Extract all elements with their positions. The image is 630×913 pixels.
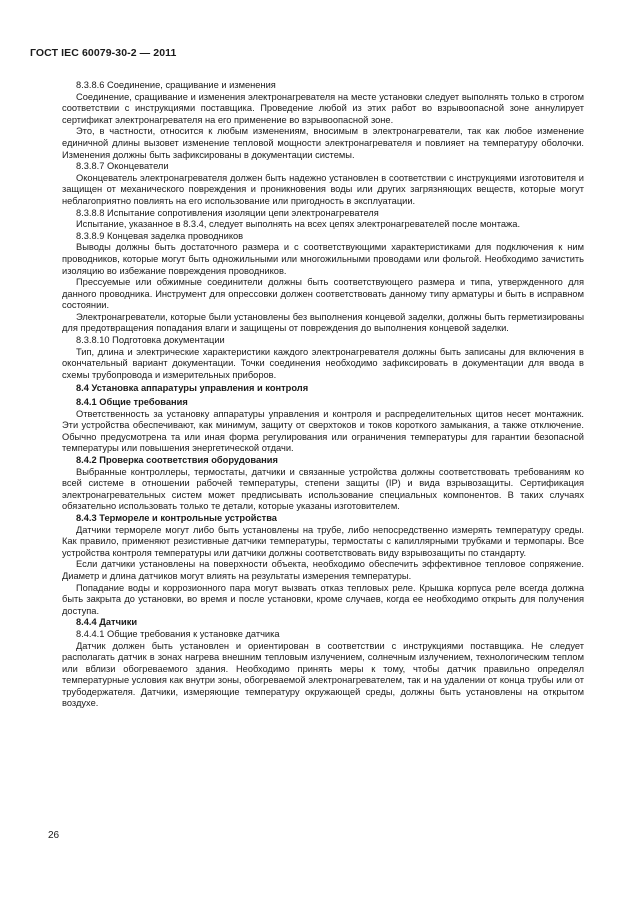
paragraph: Оконцеватель электронагревателя должен быть надежно установлен в соответствии с инструкциями изготовителя и защищен от механического повреждения и проникновения воды или других загрязняющих веществ, которые могут неблагоприятно повлиять на его использование или пригодность в эксплуатации. [62, 172, 584, 206]
paragraph: Если датчики установлены на поверхности объекта, необходимо обеспечить эффективное тепловое сопряжение. Диаметр и длина датчиков могут влиять на результаты измерения температуры. [62, 559, 584, 581]
subsection-heading: 8.3.8.10 Подготовка документации [76, 335, 225, 346]
subsection-heading: 8.4.4.1 Общие требования к установке датчика [76, 628, 280, 639]
paragraph: Датчики термореле могут либо быть установлены на трубе, либо непосредственно измерять температуру среды. Как правило, применяют резистивные датчики температуры, термостаты с капиллярными трубками и термопары. Все устройства контроля температуры или датчики должны соответствовать виду взрывозащиты по стандарту. [62, 524, 584, 558]
paragraph: Тип, длина и электрические характеристики каждого электронагревателя должны быть записаны для включения в окончательный вариант документации. Точки соединения необходимо зафиксировать в документации для ввода в схемы трубопровода и измерительных приборов. [62, 346, 584, 380]
section-heading: 8.4 Установка аппаратуры управления и контроля [76, 383, 309, 394]
paragraph: Попадание воды и коррозионного пара могут вызвать отказ тепловых реле. Крышка корпуса реле всегда должна быть закрыта до установки, во время и после установки, кроме случаев, когда ее необходимо открыть для получения доступа. [62, 582, 584, 616]
subsection-heading: 8.3.8.7 Оконцеватели [76, 161, 169, 172]
section-heading: 8.4.3 Термореле и контрольные устройства [76, 512, 277, 523]
paragraph: Выводы должны быть достаточного размера и с соответствующими характеристиками для подключения к ним проводников, которые могут быть одножильными или многожильными проводами или фольгой. Необходимо зачистить изоляцию во избежание повреждения проводников. [62, 242, 584, 276]
paragraph: Ответственность за установку аппаратуры управления и контроля и распределительных щитов несет монтажник. Эти устройства обеспечивают, как минимум, защиту от сверхтоков и токов короткого замыкания, а также отключение. Обычно предусмотрена та или иная форма регулирования или ограничения температуры для гарантии безопасной температуры или повышения энергетической отдачи. [62, 408, 584, 454]
section-heading: 8.4.2 Проверка соответствия оборудования [76, 455, 278, 465]
paragraph: Выбранные контроллеры, термостаты, датчики и связанные устройства должны соответствовать требованиям ко всей системе в отношении рабочей температуры, степени защиты (IP) и вида взрывозащиты. Сертификация электронагревательных систем может предписывать использование специальных компонентов. В таких случаях обязательно использовать только те детали, которые указаны изготовителем. [62, 466, 584, 512]
paragraph: Прессуемые или обжимные соединители должны быть соответствующего размера и типа, утвержденного для данного проводника. Инструмент для опрессовки должен соответствовать данному типу арматуры и быть в исправном состоянии. [62, 277, 584, 311]
paragraph: Это, в частности, относится к любым изменениям, вносимым в электронагреватели, так как любое изменение единичной длины вызовет изменение тепловой мощности электронагревателя и повлияет на температуру оболочки. Изменения должны быть зафиксированы в документации системы. [62, 126, 584, 160]
subsection-heading: 8.3.8.8 Испытание сопротивления изоляции цепи электронагревателя [76, 207, 379, 218]
section-heading: 8.4.1 Общие требования [76, 397, 188, 408]
subsection-heading: 8.3.8.6 Соединение, сращивание и изменения [76, 80, 276, 90]
paragraph: Датчик должен быть установлен и ориентирован в соответствии с инструкциями поставщика. Не следует располагать датчик в зонах нагрева внешним тепловым излучением, солнечным излучением, технологическим теплом или вблизи обогреваемого здания. Необходимо принять меры к тому, чтобы датчик правильно определял температурные условия как внутри зоны, обогреваемой электронагревателем, так и на удалении от конца трубы или от трубодержателя. Датчики, измеряющие температуру окружающей среды, должны быть установлены на открытом воздухе. [62, 640, 584, 709]
subsection-heading: 8.3.8.9 Концевая заделка проводников [76, 230, 244, 241]
paragraph: Испытание, указанное в 8.3.4, следует выполнять на всех цепях электронагревателей после монтажа. [76, 219, 521, 230]
document-header: ГОСТ IEC 60079-30-2 — 2011 [30, 47, 177, 59]
paragraph: Электронагреватели, которые были установлены без выполнения концевой заделки, должны быть герметизированы для предотвращения попадания влаги и защищены от повреждения до выполнения концевой заделки. [62, 311, 584, 334]
document-body [62, 80, 584, 710]
paragraph: Соединение, сращивание и изменения электронагревателя на месте установки следует выполнять только в строгом соответствии с инструкциями поставщика. Проведение любой из этих работ во взрывоопасной зоне аннулирует сертификат электронагревателя на его применение во взрывоопасной зоне. [62, 91, 584, 125]
section-heading: 8.4.4 Датчики [76, 617, 138, 628]
page-number: 26 [48, 830, 60, 841]
